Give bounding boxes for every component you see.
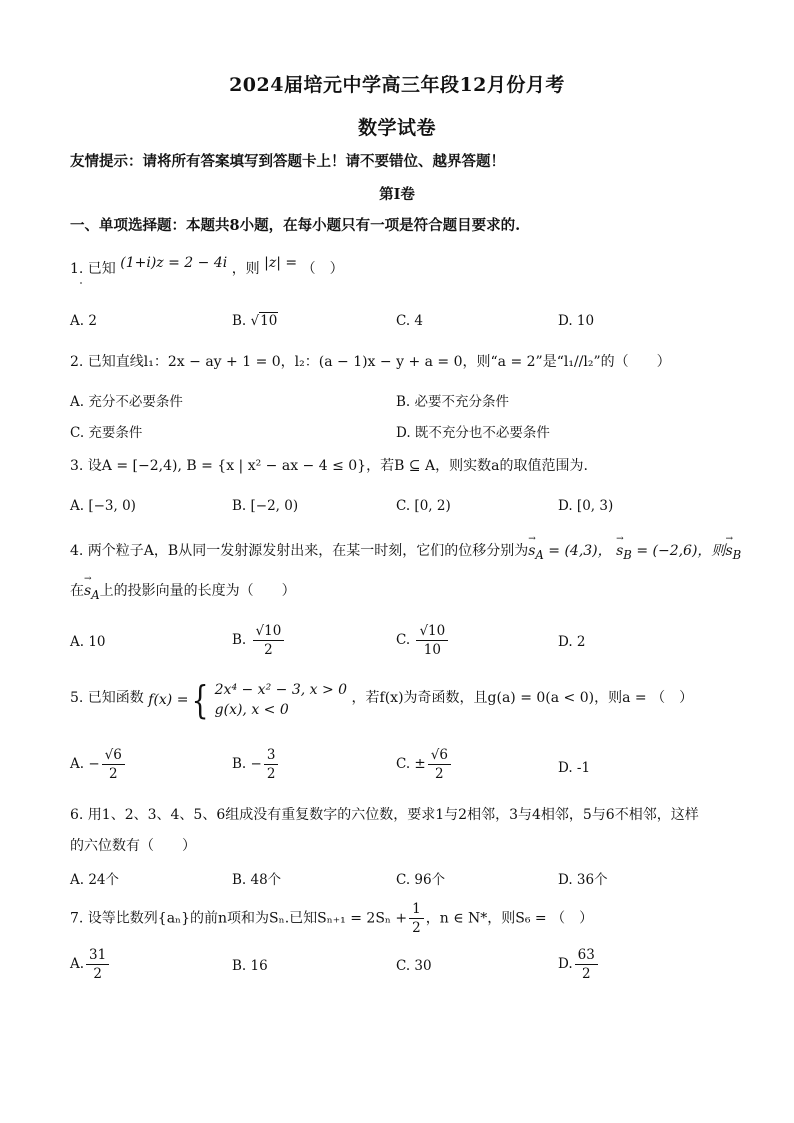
q1-prefix: 1. 已知 [70,261,116,277]
q1-option-c: C. 4 [396,313,424,329]
section-heading: 一、单项选择题：本题共8小题，在每小题只有一项是符合题目要求的. [70,217,521,234]
stray-dot [80,282,82,284]
q1-mid: ，则 [231,261,260,277]
question-6-line-1: 6. 用1、2、3、4、5、6组成没有重复数字的六位数，要求1与2相邻，3与4相邻，5与6不相邻，这样 [70,807,699,823]
piecewise-function: f(x) = { 2x⁴ − x² − 3, x > 0 g(x), x < 0 [148,678,348,722]
q2-option-a: A. 充分不必要条件 [70,394,183,410]
q7-option-b: B. 16 [232,958,268,974]
exam-title: 2024届培元中学高三年段12月份月考 [229,74,565,96]
q1-expression: (1+i)z = 2 − 4i [120,255,228,271]
vector-sA-2: → $s_A$ [84,580,100,606]
sqrt-icon: √10 [250,313,278,329]
q4-option-b: B. $\frac{√10}{2}$ [232,622,286,659]
question-6-line-2: 的六位数有（ ） [70,838,196,854]
q1-tail: （ ） [301,261,344,277]
q2-option-b: B. 必要不充分条件 [396,394,510,410]
question-7: 7. 设等比数列{aₙ}的前n项和为Sₙ.已知Sₙ₊₁ = 2Sₙ + $\frac{1}{2}$ ，n ∈ N*，则S₆ = （ ） [70,901,594,936]
q1-option-d: D. 10 [558,313,595,329]
left-brace-icon: { [192,678,210,722]
vector-sA: → $s_A$ [528,540,544,566]
q5-option-d: D. -1 [558,760,591,776]
q6-option-b: B. 48个 [232,872,282,888]
q3-option-c: C. [0, 2) [396,498,451,514]
q3-option-d: D. [0, 3) [558,498,614,514]
q5-option-c: C. ± $\frac{√6}{2}$ [396,746,453,783]
q4-option-d: D. 2 [558,634,586,650]
vector-sB-2: → $s_B$ [725,540,741,566]
q1-option-b: B. √10 [232,313,278,329]
q7-option-c: C. 30 [396,958,432,974]
question-1 [70,255,730,280]
notice-text: 友情提示：请将所有答案填写到答题卡上！请不要错位、越界答题！ [70,153,505,170]
q6-option-d: D. 36个 [558,872,608,888]
exam-subtitle: 数学试卷 [357,117,436,139]
vector-sB: → $s_B$ [616,540,632,566]
q7-option-d: D. $\frac{63}{2}$ [558,946,600,983]
question-4-line-1: 4. 两个粒子A，B从同一发射源发射出来，在某一时刻，它们的位移分别为→ $s_A = (4,3)$， → $s_B = (-2,6)$，则→ $s_B$ [70,540,730,566]
q6-option-c: C. 96个 [396,872,446,888]
q4-option-c: C. $\frac{√10}{10}$ [396,622,450,659]
q7-option-a: A. $\frac{31}{2}$ [70,946,111,983]
q2-option-d: D. 既不充分也不必要条件 [396,425,550,441]
q1-abs: |z| = [264,255,298,271]
q4-option-a: A. 10 [70,634,106,650]
question-2: 2. 已知直线l₁：2x − ay + 1 = 0，l₂：(a − 1)x − y + a = 0，则“a = 2”是“l₁//l₂”的（ ） [70,354,671,370]
q6-option-a: A. 24个 [70,872,120,888]
q1-option-a: A. 2 [70,313,97,329]
question-4-line-2: 在→ $s_A$上的投影向量的长度为（ ） [70,580,730,606]
q3-option-b: B. [−2, 0) [232,498,299,514]
question-3: 3. 设A = [−2,4), B = {x | x² − ax − 4 ≤ 0}，若B ⊆ A，则实数a的取值范围为. [70,458,588,474]
q5-option-b: B. − $\frac{3}{2}$ [232,746,280,783]
question-5: 5. 已知函数 f(x) = { 2x⁴ − x² − 3, x > 0 g(x), x < 0 ，若f(x)为奇函数，且g(a) = 0(a < 0)，则a = （ ） [70,678,694,722]
volume-label: 第Ⅰ卷 [379,186,415,203]
q5-option-a: A. − $\frac{√6}{2}$ [70,746,127,783]
q3-option-a: A. [−3, 0) [70,498,136,514]
q2-option-c: C. 充要条件 [70,425,143,441]
